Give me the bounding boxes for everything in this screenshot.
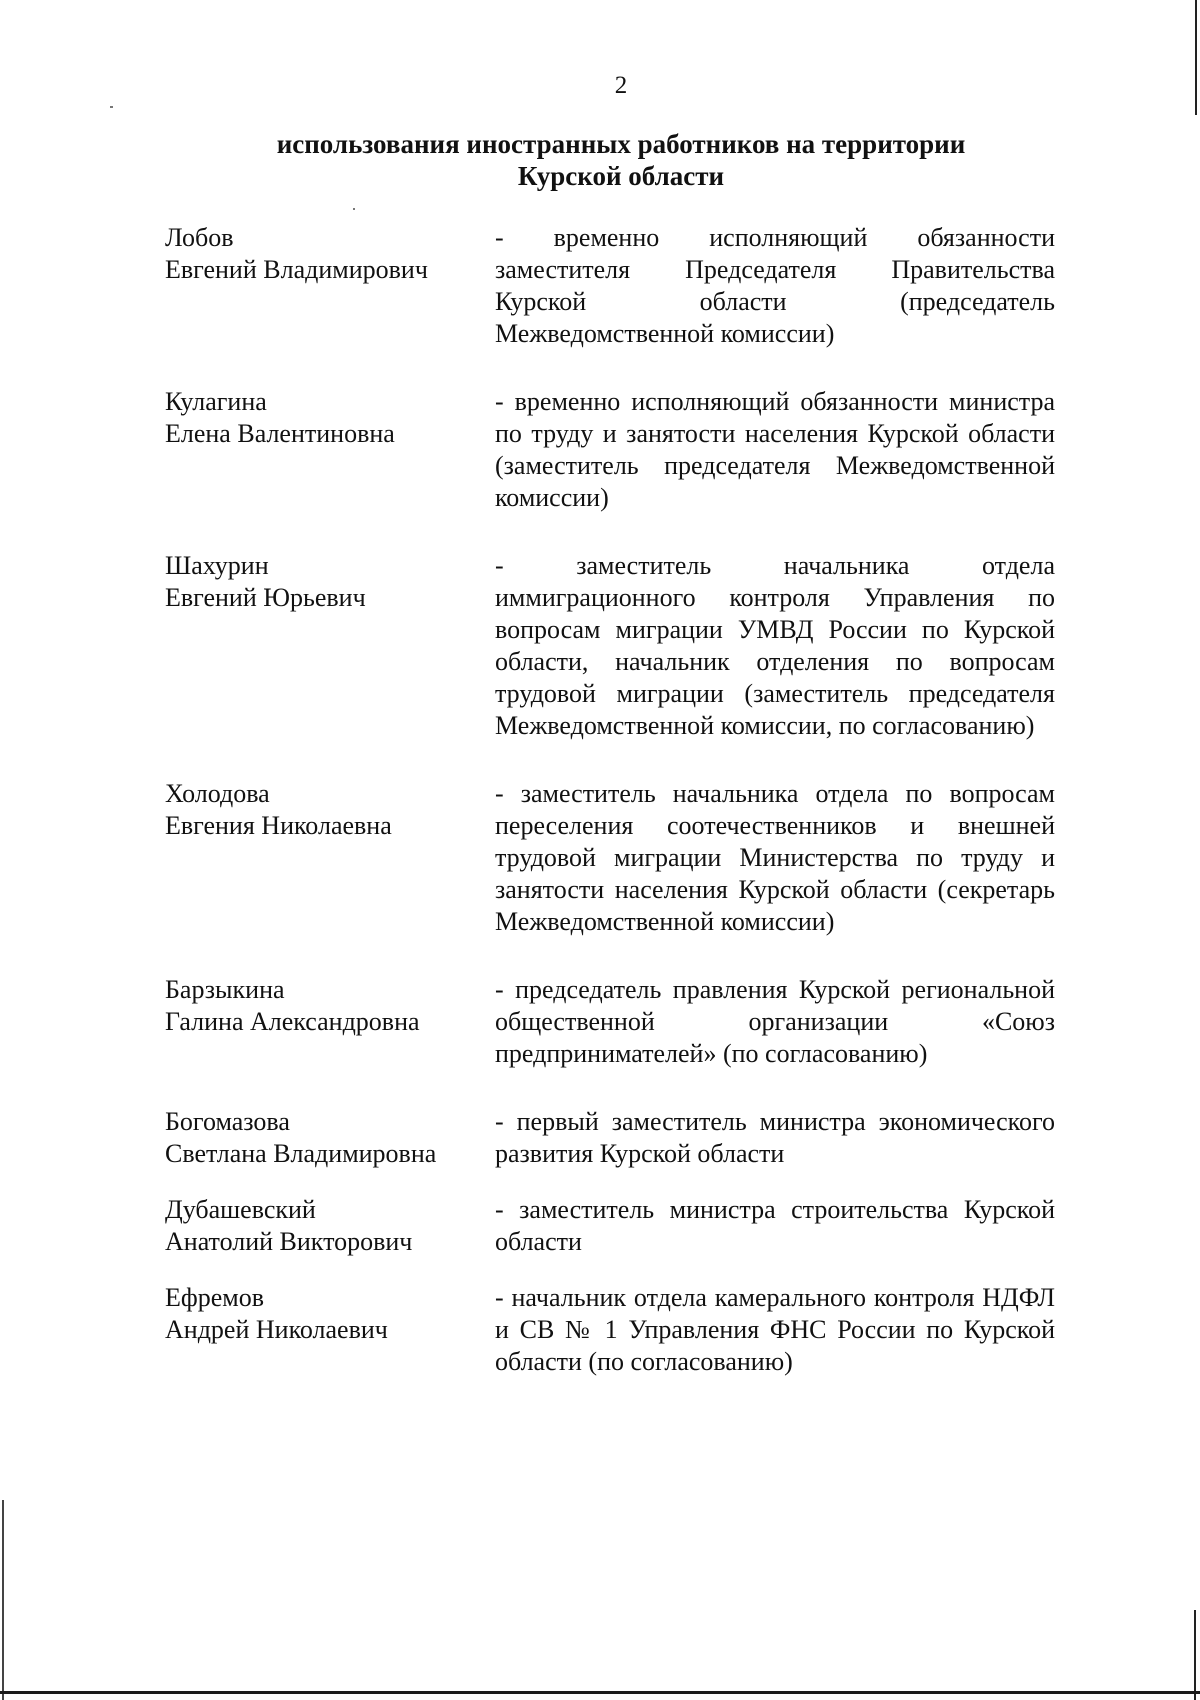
member-role: - первый заместитель министра экономического развития Курской области bbox=[495, 1107, 1055, 1168]
member-surname: Лобов bbox=[165, 223, 234, 252]
member-given-names: Евгений Владимирович bbox=[165, 255, 428, 284]
member-surname: Барзыкина bbox=[165, 975, 285, 1004]
member-name bbox=[165, 974, 495, 1038]
member-entry bbox=[165, 550, 1055, 742]
member-name bbox=[165, 386, 495, 450]
commission-member-list bbox=[165, 222, 1055, 1378]
member-name bbox=[165, 550, 495, 614]
member-role: - временно исполняющий обязанности заместителя Председателя Правительства Курской области (председатель Межведомственной комиссии) bbox=[495, 223, 1055, 348]
scan-speck bbox=[353, 208, 355, 210]
member-given-names: Галина Александровна bbox=[165, 1007, 420, 1036]
member-name bbox=[165, 778, 495, 842]
member-surname: Холодова bbox=[165, 779, 270, 808]
member-role: - председатель правления Курской региональной общественной организации «Союз предпринимателей» (по согласованию) bbox=[495, 975, 1055, 1068]
scan-edge-line bbox=[1194, 1610, 1196, 1700]
member-surname: Кулагина bbox=[165, 387, 267, 416]
member-given-names: Светлана Владимировна bbox=[165, 1139, 437, 1168]
member-name bbox=[165, 222, 495, 286]
member-surname: Шахурин bbox=[165, 551, 269, 580]
member-role: - начальник отдела камерального контроля НДФЛ и СВ № 1 Управления ФНС России по Курской области (по согласованию) bbox=[495, 1283, 1055, 1376]
member-name bbox=[165, 1282, 495, 1346]
member-entry bbox=[165, 778, 1055, 938]
member-given-names: Елена Валентиновна bbox=[165, 419, 395, 448]
scan-edge-line bbox=[2, 1500, 4, 1700]
member-entry bbox=[165, 1194, 1055, 1258]
heading-line: Курской области bbox=[517, 161, 725, 191]
member-given-names: Анатолий Викторович bbox=[165, 1227, 413, 1256]
member-given-names: Евгений Юрьевич bbox=[165, 583, 366, 612]
member-surname: Дубашевский bbox=[165, 1195, 316, 1224]
member-entry bbox=[165, 974, 1055, 1070]
member-entry bbox=[165, 1282, 1055, 1378]
member-role: - заместитель министра строительства Курской области bbox=[495, 1195, 1055, 1256]
member-name bbox=[165, 1106, 495, 1170]
page-number: 2 bbox=[614, 72, 628, 99]
heading-line: использования иностранных работников на территории bbox=[276, 129, 966, 159]
member-given-names: Андрей Николаевич bbox=[165, 1315, 388, 1344]
document-heading bbox=[0, 128, 1200, 192]
member-surname: Ефремов bbox=[165, 1283, 264, 1312]
member-role: - заместитель начальника отдела иммиграционного контроля Управления по вопросам миграции УМВД России по Курской области, начальник отделения по вопросам трудовой миграции (заместитель председателя Межведомственной комиссии, по согласованию) bbox=[495, 551, 1055, 740]
member-role: - заместитель начальника отдела по вопросам переселения соотечественников и внешней трудовой миграции Министерства по труду и занятости населения Курской области (секретарь Межведомственной комиссии) bbox=[495, 779, 1055, 936]
scan-speck bbox=[110, 106, 113, 108]
member-name bbox=[165, 1194, 495, 1258]
member-surname: Богомазова bbox=[165, 1107, 290, 1136]
member-role: - временно исполняющий обязанности министра по труду и занятости населения Курской области (заместитель председателя Межведомственной комиссии) bbox=[495, 387, 1055, 512]
scan-edge-line bbox=[0, 1691, 1200, 1694]
member-entry bbox=[165, 386, 1055, 514]
member-entry bbox=[165, 1106, 1055, 1170]
member-given-names: Евгения Николаевна bbox=[165, 811, 392, 840]
member-entry bbox=[165, 222, 1055, 350]
